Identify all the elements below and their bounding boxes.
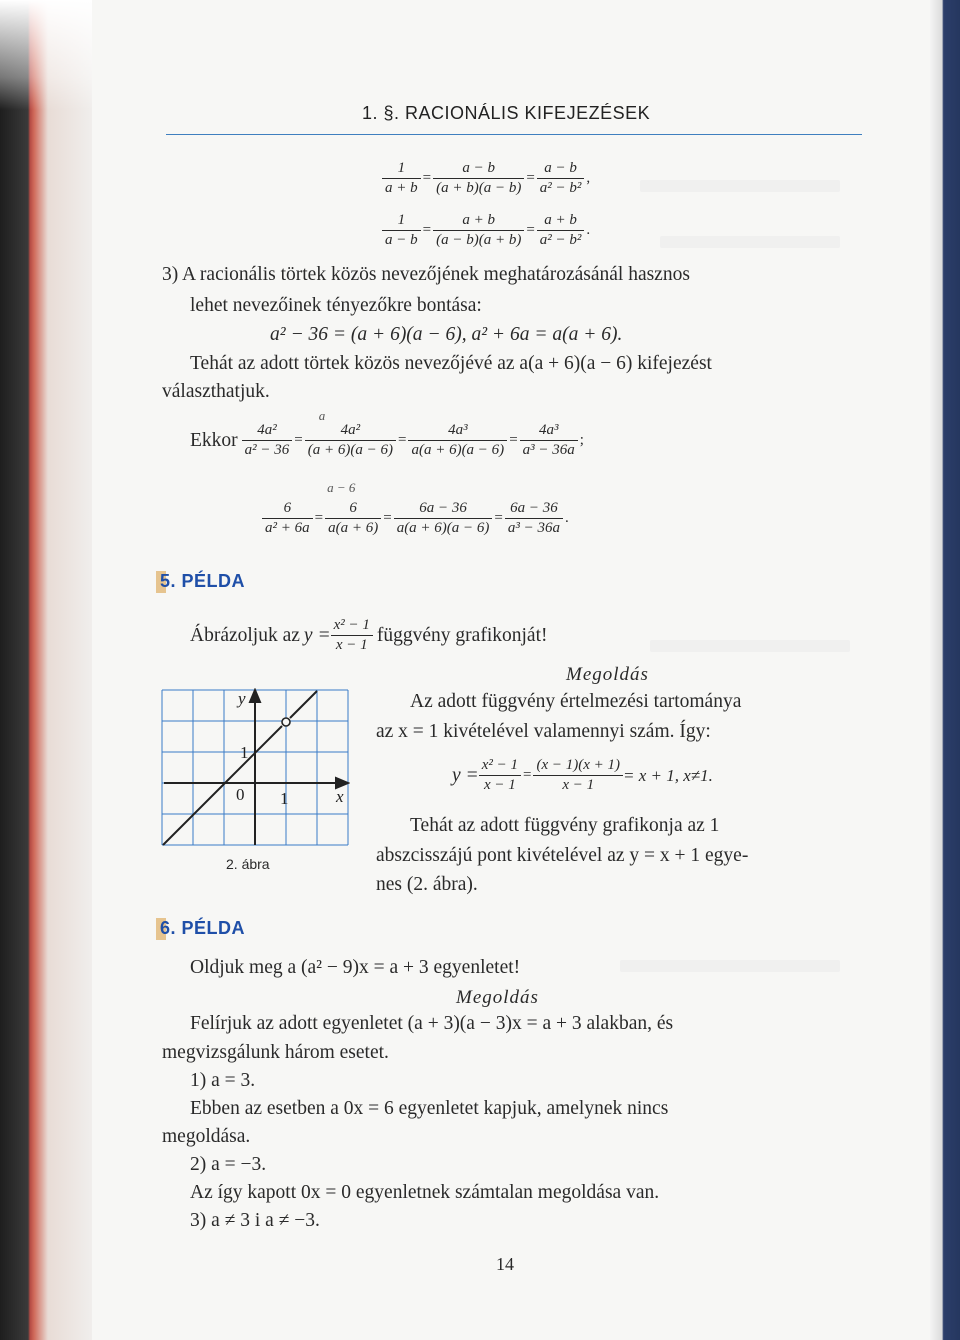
book-binding-shadow bbox=[0, 0, 92, 1340]
chapter-header: 1. §. RACIONÁLIS KIFEJEZÉSEK bbox=[362, 103, 651, 123]
example6-p1: Felírjuk az adott egyenletet (a + 3)(a − 3)x = a + 3 alakban, és bbox=[190, 1013, 674, 1034]
line-y-equals-x-plus-1 bbox=[163, 691, 317, 845]
example5-p1: Az adott függvény értelmezési tartománya bbox=[410, 691, 742, 712]
point3-formula: a² − 36 = (a + 6)(a − 6), a² + 6a = a(a + 6). bbox=[270, 324, 623, 345]
example6-case2-text: Az így kapott 0x = 0 egyenletnek számtalan megoldása van. bbox=[190, 1182, 660, 1203]
point3-line3: Tehát az adott törtek közös nevezőjévé az a(a + 6)(a − 6) kifejezést bbox=[190, 353, 712, 374]
example6-label: 6. PÉLDA bbox=[160, 918, 245, 939]
example6-p2: megvizsgálunk három esetet. bbox=[162, 1042, 389, 1063]
example6-case2: 2) a = −3. bbox=[190, 1154, 267, 1175]
y-axis-label: y bbox=[238, 689, 246, 708]
x-tick-label: 1 bbox=[280, 789, 289, 808]
origin-label: 0 bbox=[236, 785, 245, 804]
point3-line4: választhatjuk. bbox=[162, 381, 270, 402]
handwritten-note: a bbox=[318, 408, 326, 423]
bleed-through bbox=[640, 180, 840, 192]
header-rule bbox=[166, 134, 862, 135]
example5-formula: y = $\frac{\text{x² − 1}}{x - 1}$ = $\frac{(x - 1)(x + 1)}{x - 1}$ = x + 1, x≠1. bbox=[452, 757, 713, 793]
example5-p4: abszcisszájú pont kivételével az y = x + 1 egye- bbox=[376, 845, 749, 866]
figure-caption: 2. ábra bbox=[226, 856, 270, 872]
binding-top-fade bbox=[0, 0, 92, 110]
ekkor-equation: Ekkor $\frac{\text{4a²}}{\text{a² − 36}}$ = a 4a² (a + 6)(a − 6) = $\frac{\text{4a³}}{a(a + 6)(a - 6)}$ = $\frac{\text{4a³}}{\text{a³ − 36a}}$ ; bbox=[190, 408, 584, 458]
example6-case1-text2: megoldása. bbox=[162, 1126, 251, 1147]
example6-case1-text1: Ebben az esetben a 0x = 6 egyenletet kapjuk, amelynek nincs bbox=[190, 1098, 669, 1119]
example6-case3: 3) a ≠ 3 i a ≠ −3. bbox=[190, 1210, 320, 1231]
example6-case1: 1) a = 3. bbox=[190, 1070, 256, 1091]
point3-line2: lehet nevezőinek tényezőkre bontása: bbox=[190, 295, 482, 316]
axes bbox=[164, 690, 348, 845]
example5-p2: az x = 1 kivételével valamennyi szám. Így: bbox=[376, 721, 711, 742]
x-axis-label: x bbox=[336, 787, 344, 806]
function-graph bbox=[160, 688, 350, 848]
example5-solution-heading: Megoldás bbox=[566, 664, 649, 685]
bleed-through bbox=[650, 640, 850, 652]
point3-line1: 3) A racionális törtek közös nevezőjének meghatározásánál hasznos bbox=[162, 264, 690, 285]
fraction-identity-2: $\frac{1}{a - b}$ = $\frac{a + b}{(a - b)(a + b)}$ = $\frac{a + b}{\text{a² − b²}}$ . bbox=[382, 212, 592, 249]
right-page-edge bbox=[930, 0, 960, 1340]
example6-task: Oldjuk meg a (a² − 9)x = a + 3 egyenletet! bbox=[190, 957, 521, 978]
bleed-through bbox=[660, 236, 840, 248]
example5-task: Ábrázoljuk az y = $\frac{\text{x² − 1}}{x - 1}$ függvény grafikonját! bbox=[190, 617, 548, 653]
example5-p3: Tehát az adott függvény grafikonja az 1 bbox=[410, 815, 720, 836]
example6-solution-heading: Megoldás bbox=[456, 987, 539, 1008]
example5-label: 5. PÉLDA bbox=[160, 571, 245, 592]
six-equation: $\frac{6}{\text{a² + 6a}}$ = a − 6 6 a(a + 6) = $\frac{6a - 36}{a(a + 6)(a - 6)}$ = $\frac{6a - 36}{\text{a³ − 36a}}$ . bbox=[262, 500, 571, 537]
excluded-point-marker bbox=[282, 718, 290, 726]
handwritten-note: a − 6 bbox=[327, 480, 356, 495]
page-number: 14 bbox=[496, 1254, 514, 1274]
example5-p5: nes (2. ábra). bbox=[376, 874, 478, 895]
fraction-identity-1: $\frac{1}{a + b}$ = $\frac{a - b}{(a + b)(a - b)}$ = $\frac{a - b}{\text{a² − b²}}$ , bbox=[382, 160, 592, 197]
bleed-through bbox=[620, 960, 840, 972]
y-tick-label: 1 bbox=[240, 743, 249, 762]
